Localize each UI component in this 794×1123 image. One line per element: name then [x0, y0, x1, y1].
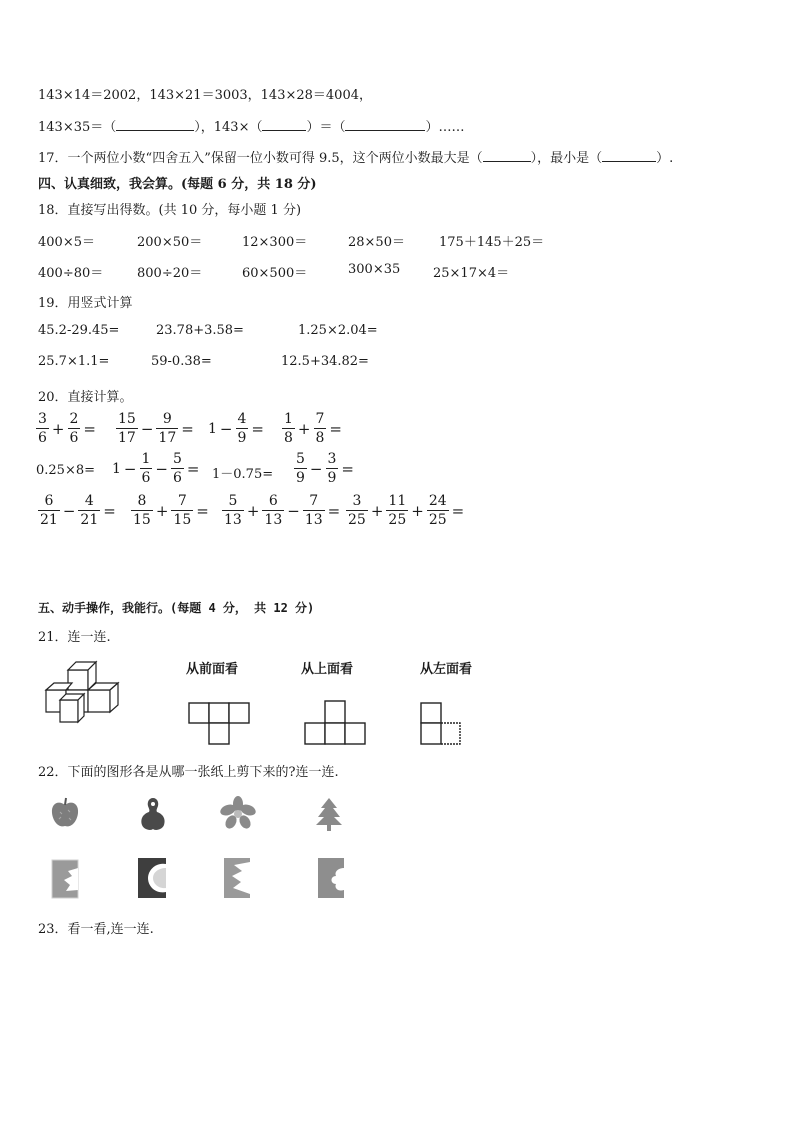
q18-r1-c5: 175＋145＋25＝: [439, 235, 545, 250]
q23-title: 23．看一看,连一连.: [38, 922, 154, 937]
q20-expr-10: $\frac{8}{15}$ + $\frac{7}{15}$ =: [133, 493, 209, 528]
q17-line: 17．一个两位小数“四舍五入”保留一位小数可得 9.5，这个两位小数最大是（ ），最小是（ ）.: [38, 151, 674, 166]
cube-stack-figure: [42, 656, 126, 724]
q16-blank-3[interactable]: [345, 118, 425, 131]
q20-expr-12: $\frac{3}{25}$ + $\frac{11}{25}$ + $\frac{24}{25}$ =: [348, 493, 465, 528]
q19-r1-c1: 45.2-29.45=: [38, 323, 120, 338]
q19-r1-c2: 23.78+3.58=: [156, 323, 244, 338]
q18-title: 18．直接写出得数。(共 10 分，每小题 1 分): [38, 203, 302, 218]
view-label-top: 从上面看: [301, 662, 354, 677]
q20-title: 20．直接计算。: [38, 390, 133, 405]
q19-r1-c3: 1.25×2.04=: [298, 323, 378, 338]
q20-expr-2: $\frac{15}{17}$ − $\frac{9}{17}$ =: [118, 411, 194, 446]
q20-expr-3: 1 − $\frac{4}{9}$ =: [208, 411, 264, 446]
flower-shape-icon: [220, 796, 256, 830]
q16-line1: 143×14＝2002，143×21＝3003，143×28＝4004，: [38, 88, 372, 103]
q18-r1-c4: 28×50＝: [348, 235, 405, 250]
q22-title: 22．下面的图形各是从哪一张纸上剪下来的?连一连.: [38, 765, 339, 780]
q17-blank-max[interactable]: [483, 149, 531, 162]
section-4-heading: 四、认真细致，我会算。(每题 6 分，共 18 分): [38, 177, 317, 192]
q20-expr-6: 1 − $\frac{1}{6}$ − $\frac{5}{6}$ =: [112, 451, 200, 486]
gourd-shape-icon: [138, 796, 168, 832]
q18-r2-c1: 400÷80＝: [38, 266, 104, 281]
left-view-shape: [420, 702, 466, 746]
q19-r2-c3: 12.5+34.82=: [281, 354, 369, 369]
q21-title: 21．连一连.: [38, 630, 111, 645]
view-label-left: 从左面看: [420, 662, 473, 677]
q18-r1-c2: 200×50＝: [137, 235, 203, 250]
paper-sheet-3: [222, 856, 252, 900]
q18-r2-c5: 25×17×4＝: [433, 266, 510, 281]
q20-expr-4: $\frac{1}{8}$ + $\frac{7}{8}$ =: [284, 411, 342, 446]
q16-line2: 143×35＝（ ），143×（ ）＝（ ）……: [38, 120, 465, 135]
q18-r1-c1: 400×5＝: [38, 235, 95, 250]
section-5-heading: 五、动手操作，我能行。(每题 4 分， 共 12 分): [38, 601, 315, 615]
q20-expr-5: 0.25×8=: [36, 463, 96, 478]
paper-sheet-4: [316, 856, 346, 900]
view-label-front: 从前面看: [186, 662, 239, 677]
q19-r2-c2: 59-0.38=: [151, 354, 212, 369]
apple-shape-icon: [50, 796, 80, 830]
q18-r1-c3: 12×300＝: [242, 235, 308, 250]
paper-sheet-1: [50, 858, 80, 900]
tree-shape-icon: [314, 796, 344, 832]
q20-expr-1: $\frac{3}{6}$ + $\frac{2}{6}$ =: [38, 411, 96, 446]
top-view-shape: [304, 700, 368, 746]
paper-sheet-2: [136, 856, 168, 900]
q20-expr-11: $\frac{5}{13}$ + $\frac{6}{13}$ − $\frac{7}{13}$ =: [224, 493, 341, 528]
front-view-shape: [188, 702, 252, 746]
q16-blank-2[interactable]: [262, 118, 306, 131]
q19-r2-c1: 25.7×1.1=: [38, 354, 110, 369]
q20-expr-9: $\frac{6}{21}$ − $\frac{4}{21}$ =: [40, 493, 116, 528]
q20-expr-7: 1－0.75=: [212, 467, 274, 482]
q18-r2-c2: 800÷20＝: [137, 266, 203, 281]
q18-r2-c3: 60×500＝: [242, 266, 308, 281]
q17-blank-min[interactable]: [602, 149, 656, 162]
q16-blank-1[interactable]: [116, 118, 194, 131]
q19-title: 19．用竖式计算: [38, 296, 133, 311]
q18-r2-c4: 300×35: [348, 262, 401, 277]
q20-expr-8: $\frac{5}{9}$ − $\frac{3}{9}$ =: [296, 451, 354, 486]
